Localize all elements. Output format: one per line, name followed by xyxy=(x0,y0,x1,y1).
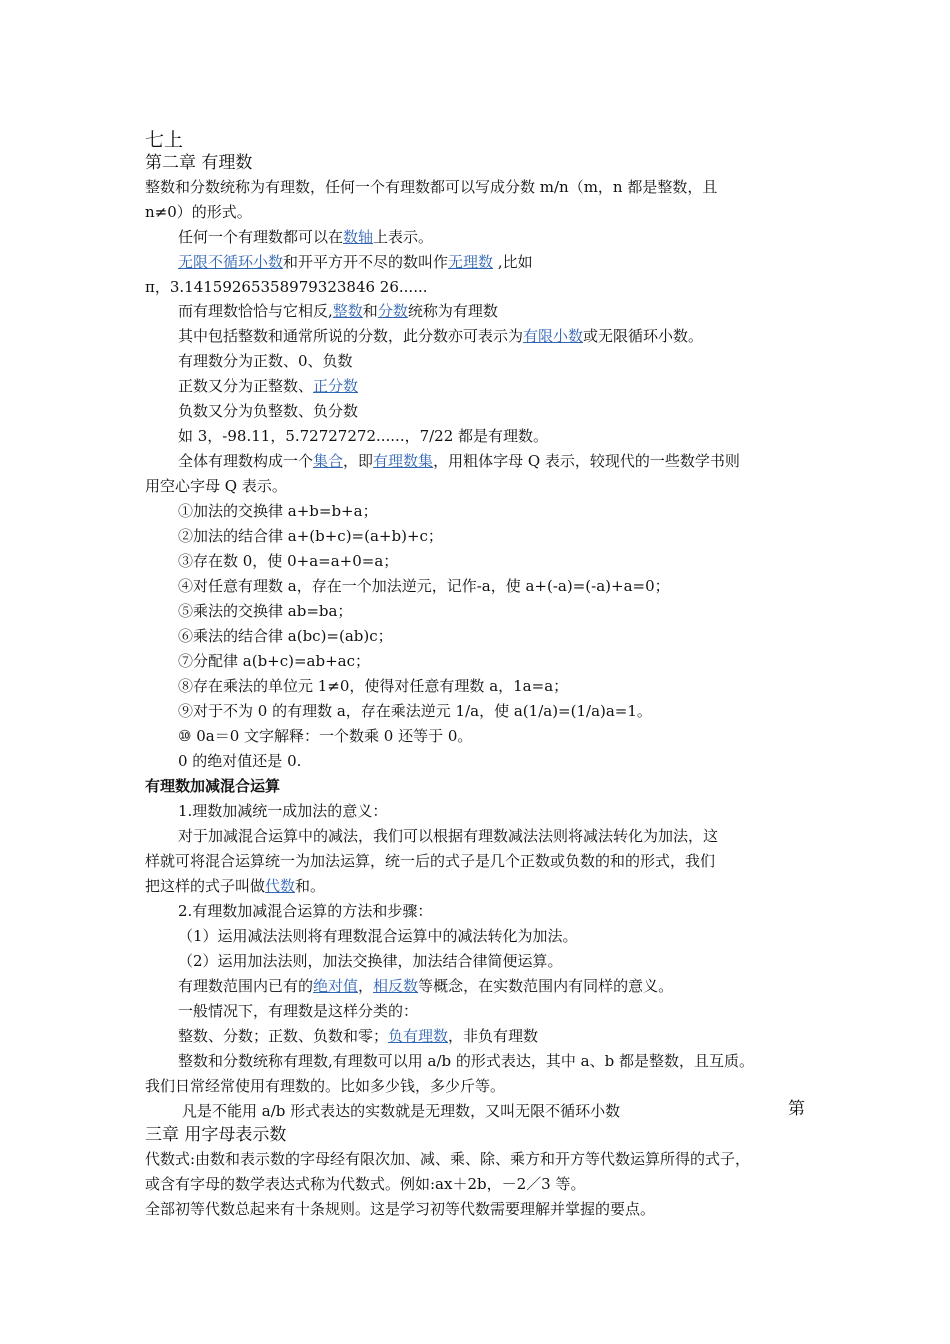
chapter2-heading: 第二章 有理数 xyxy=(145,153,253,173)
law-item: ⑩ 0a＝0 文字解释：一个数乘 0 还等于 0。 xyxy=(178,727,473,745)
law-item: ⑨对于不为 0 的有理数 a，存在乘法逆元 1/a，使 a(1/a)=(1/a)a=1。 xyxy=(178,702,652,720)
link-number-axis[interactable]: 数轴 xyxy=(343,228,374,246)
paragraph-line: （2）运用加法法则，加法交换律，加法结合律简便运算。 xyxy=(178,952,563,970)
paragraph-line: n≠0）的形式。 xyxy=(145,203,252,221)
paragraph-line: 其中包括整数和通常所说的分数，此分数亦可表示为有限小数或无限循环小数。 xyxy=(178,327,704,345)
paragraph-line: 如 3，-98.11，5.72727272......，7/22 都是有理数。 xyxy=(178,427,549,445)
chapter3-heading: 三章 用字母表示数 xyxy=(145,1125,287,1145)
link-rational-set[interactable]: 有理数集 xyxy=(373,452,434,470)
paragraph-line: 一般情况下，有理数是这样分类的： xyxy=(178,1002,419,1020)
law-item: ⑤乘法的交换律 ab=ba； xyxy=(178,602,353,620)
law-item: ②加法的结合律 a+(b+c)=(a+b)+c； xyxy=(178,527,443,545)
chapter3-heading-start: 第 xyxy=(788,1099,805,1119)
law-item: ⑦分配律 a(b+c)=ab+ac； xyxy=(178,652,371,670)
law-item: ⑥乘法的结合律 a(bc)=(ab)c； xyxy=(178,627,393,645)
link-integer[interactable]: 整数 xyxy=(332,302,363,320)
paragraph-line: 整数和分数统称为有理数，任何一个有理数都可以写成分数 m/n（m，n 都是整数，且 xyxy=(145,178,718,196)
paragraph-line: 而有理数恰恰与它相反,整数和分数统称为有理数 xyxy=(178,302,498,320)
paragraph-line: 正数又分为正整数、正分数 xyxy=(178,377,359,395)
link-fraction[interactable]: 分数 xyxy=(377,302,408,320)
paragraph-line: 我们日常经常使用有理数的。比如多少钱，多少斤等。 xyxy=(145,1077,506,1095)
paragraph-line: 有理数分为正数、0、负数 xyxy=(178,352,353,370)
link-set[interactable]: 集合 xyxy=(313,452,344,470)
paragraph-line: 代数式:由数和表示数的字母经有限次加、减、乘、除、乘方和开方等代数运算所得的式子， xyxy=(145,1150,751,1168)
paragraph-line: （1）运用减法法则将有理数混合运算中的减法转化为加法。 xyxy=(178,927,578,945)
paragraph-line: 有理数范围内已有的绝对值，相反数等概念，在实数范围内有同样的意义。 xyxy=(178,977,674,995)
paragraph-line: 用空心字母 Q 表示。 xyxy=(145,477,287,495)
paragraph-line: 1.理数加减统一成加法的意义： xyxy=(178,802,388,820)
paragraph-line: 整数、分数；正数、负数和零；负有理数，非负有理数 xyxy=(178,1027,539,1045)
link-negative-rational[interactable]: 负有理数 xyxy=(388,1027,449,1045)
link-nonrepeating-decimal[interactable]: 无限不循环小数 xyxy=(178,253,284,271)
paragraph-line: 无限不循环小数和开平方开不尽的数叫作无理数 ,比如 xyxy=(178,253,533,271)
link-finite-decimal[interactable]: 有限小数 xyxy=(523,327,584,345)
doc-title: 七上 xyxy=(145,129,184,151)
paragraph-line: 样就可将混合运算统一为加法运算，统一后的式子是几个正数或负数的和的形式，我们 xyxy=(145,852,716,870)
paragraph-line: 整数和分数统称有理数,有理数可以用 a/b 的形式表达，其中 a、b 都是整数，且互质。 xyxy=(178,1052,754,1070)
paragraph-line: 全体有理数构成一个集合，即有理数集，用粗体字母 Q 表示，较现代的一些数学书则 xyxy=(178,452,740,470)
paragraph-line: 全部初等代数总起来有十条规则。这是学习初等代数需要理解并掌握的要点。 xyxy=(145,1200,656,1218)
law-item: ④对任意有理数 a，存在一个加法逆元，记作-a，使 a+(-a)=(-a)+a=0； xyxy=(178,577,670,595)
section-heading: 有理数加减混合运算 xyxy=(145,777,281,795)
link-positive-fraction[interactable]: 正分数 xyxy=(313,377,359,395)
paragraph-line: 对于加减混合运算中的减法，我们可以根据有理数减法法则将减法转化为加法，这 xyxy=(178,827,719,845)
link-irrational-number[interactable]: 无理数 xyxy=(448,253,494,271)
law-item: ①加法的交换律 a+b=b+a； xyxy=(178,502,378,520)
paragraph-line: 2.有理数加减混合运算的方法和步骤： xyxy=(178,902,433,920)
link-opposite-number[interactable]: 相反数 xyxy=(373,977,419,995)
paragraph-line: 凡是不能用 a/b 形式表达的实数就是无理数，又叫无限不循环小数 xyxy=(182,1102,621,1120)
link-algebraic[interactable]: 代数 xyxy=(265,877,296,895)
law-item: ③存在数 0，使 0+a=a+0=a； xyxy=(178,552,399,570)
paragraph-line: 把这样的式子叫做代数和。 xyxy=(145,877,326,895)
paragraph-line: 或含有字母的数学表达式称为代数式。例如:ax＋2b，－2／3 等。 xyxy=(145,1175,586,1193)
paragraph-line: 任何一个有理数都可以在数轴上表示。 xyxy=(178,228,434,246)
paragraph-line: 负数又分为负整数、负分数 xyxy=(178,402,359,420)
paragraph-line: 0 的绝对值还是 0. xyxy=(178,752,302,770)
paragraph-line: π，3.14159265358979323846 26...... xyxy=(145,278,428,296)
law-item: ⑧存在乘法的单位元 1≠0，使得对任意有理数 a，1a=a； xyxy=(178,677,569,695)
link-absolute-value[interactable]: 绝对值 xyxy=(313,977,359,995)
